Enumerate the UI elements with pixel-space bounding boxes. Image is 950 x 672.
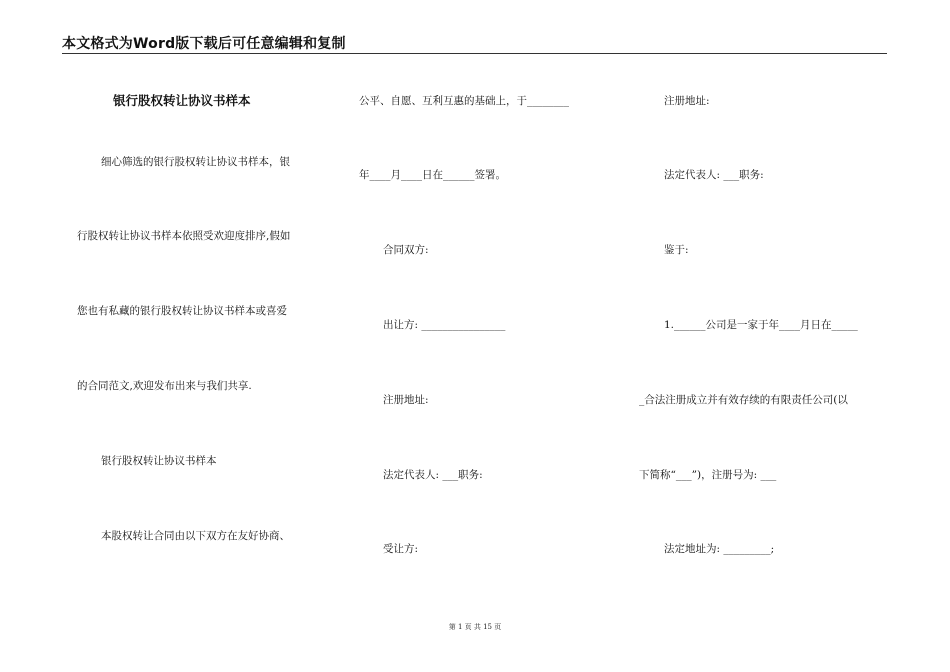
col3-line-4: 1.______公司是一家于年____月日在_____ (664, 319, 858, 331)
col2-line-3: 合同双方: (383, 244, 429, 256)
page-number: 第 1 页 共 15 页 (448, 623, 502, 631)
col3-line-6: 下简称“___”)，注册号为: ___ (639, 469, 777, 481)
col1-line-2: 行股权转让协议书样本依照受欢迎度排序,假如 (77, 230, 291, 242)
col1-line-4: 的合同范文,欢迎发布出来与我们共享. (77, 380, 252, 392)
col1-line-1: 细心筛选的银行股权转让协议书样本，银 (101, 156, 290, 168)
col2-line-6: 法定代表人: ___职务: (383, 469, 483, 481)
col3-line-3: 鉴于: (664, 244, 689, 256)
header-title: 本文格式为Word版下载后可任意编辑和复制 (62, 36, 346, 52)
col2-line-1: 公平、自愿、互利互惠的基础上，于________ (359, 95, 569, 107)
document-title: 银行股权转让协议书样本 (113, 93, 251, 108)
col3-line-1: 注册地址: (664, 95, 710, 107)
col2-line-2: 年____月____日在______签署。 (359, 169, 506, 181)
col2-line-7: 受让方: (383, 543, 419, 555)
col3-line-2: 法定代表人: ___职务: (664, 169, 764, 181)
col3-line-5: _合法注册成立并有效存续的有限责任公司(以 (639, 394, 848, 406)
col1-line-3: 您也有私藏的银行股权转让协议书样本或喜爱 (77, 305, 287, 317)
document-header (62, 33, 887, 54)
col2-line-4: 出让方: ________________ (383, 319, 506, 331)
col3-line-7: 法定地址为: _________; (664, 543, 775, 555)
col1-line-5: 银行股权转让协议书样本 (101, 455, 217, 467)
col2-line-5: 注册地址: (383, 394, 429, 406)
col1-line-6: 本股权转让合同由以下双方在友好协商、 (101, 530, 290, 542)
